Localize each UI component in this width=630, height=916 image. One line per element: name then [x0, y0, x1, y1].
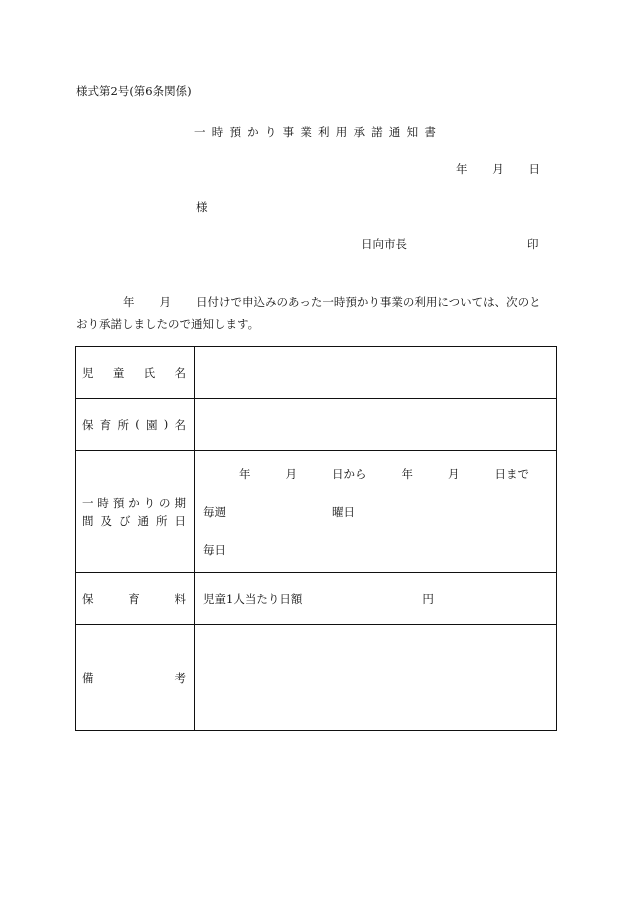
label-char: り [143, 495, 156, 510]
label-char: り [264, 125, 277, 139]
remarks-field[interactable] [195, 625, 557, 731]
period-daily [203, 542, 548, 558]
label-char: 通 [137, 513, 149, 528]
issue-date [456, 161, 540, 177]
label-char: 承 [353, 125, 365, 139]
child-name-label [76, 347, 195, 399]
period-weekly [203, 504, 548, 520]
nursery-name-label [76, 399, 195, 451]
table-row [76, 347, 557, 399]
label-char: 日 [174, 513, 186, 528]
label-char: 保 [82, 417, 94, 432]
body-text-line1: 日付けで申込みのあった一時預かり事業の利用については、次のと [196, 295, 541, 309]
label-char: か [128, 495, 140, 510]
label-char: の [159, 495, 171, 510]
label-char: 利 [318, 125, 330, 139]
label-char: 時 [211, 125, 224, 139]
label-char: 名 [174, 417, 186, 432]
label-char: 事 [282, 125, 295, 139]
label-char: 備 [82, 670, 94, 685]
issuer-name: 日向市長 [361, 237, 407, 251]
table-row [76, 573, 557, 625]
date-day-label: 日 [528, 162, 540, 176]
date-month-label: 月 [492, 162, 504, 176]
table-row [76, 625, 557, 731]
label-char: 所 [117, 417, 129, 432]
label-char: 名 [174, 365, 186, 380]
label-char: 一 [82, 495, 94, 510]
remarks-label [76, 625, 195, 731]
table-row [76, 451, 557, 573]
period-from-label: 日から [332, 467, 367, 481]
label-char: 保 [82, 591, 94, 606]
body-year-label: 年 [123, 295, 135, 309]
seal-mark: 印 [527, 237, 539, 251]
label-char: 用 [335, 125, 348, 139]
label-char: 預 [229, 125, 241, 139]
label-char: 育 [99, 417, 112, 432]
label-char: 所 [156, 513, 168, 528]
fee-text: 児童1人当たり日額 [203, 591, 303, 606]
fee-field[interactable] [195, 573, 557, 625]
label-char: 考 [174, 670, 186, 685]
label-char: ) [163, 416, 169, 431]
period-label [76, 451, 195, 573]
daily-label: 毎日 [203, 543, 226, 557]
period-month1-label: 月 [285, 467, 297, 481]
period-field[interactable] [195, 451, 557, 573]
body-text-line2: おり承諾しましたので通知します。 [76, 317, 260, 331]
label-char: ( [135, 416, 140, 431]
weekly-label: 毎週 [203, 505, 226, 519]
label-char: 書 [424, 125, 436, 139]
label-char: 期 [174, 495, 186, 510]
label-char: 間 [82, 513, 94, 528]
label-char: 園 [146, 417, 158, 432]
label-char: 及 [100, 513, 112, 528]
addressee-honorific: 様 [196, 200, 208, 214]
label-char: 時 [97, 495, 109, 510]
period-to-label: 日まで [494, 467, 529, 481]
label-char: 業 [300, 125, 312, 139]
label-char: 預 [112, 495, 125, 510]
label-char: 通 [388, 125, 401, 139]
label-char: 童 [112, 365, 125, 380]
label-char: び [119, 513, 131, 528]
notice-body [76, 291, 556, 335]
label-char: 諾 [371, 125, 383, 139]
period-month2-label: 月 [448, 467, 460, 481]
label-char: 知 [406, 125, 419, 139]
fee-label [76, 573, 195, 625]
label-char: 一 [194, 125, 206, 139]
child-name-field[interactable] [195, 347, 557, 399]
period-range [203, 466, 548, 482]
period-year2-label: 年 [401, 467, 413, 481]
table-row [76, 399, 557, 451]
period-year1-label: 年 [239, 467, 251, 481]
label-char: 児 [82, 365, 94, 380]
form-number-label: 様式第2号(第6条関係) [76, 84, 192, 98]
label-char: 育 [128, 591, 140, 606]
form-table [75, 346, 557, 731]
label-char: か [247, 125, 259, 139]
label-char: 氏 [143, 365, 156, 380]
label-char: 料 [174, 591, 186, 606]
weekday-suffix: 曜日 [332, 505, 355, 519]
fee-line [203, 591, 548, 607]
nursery-name-field[interactable] [195, 399, 557, 451]
fee-unit: 円 [422, 591, 434, 606]
document-title [194, 124, 436, 140]
date-year-label: 年 [456, 162, 468, 176]
body-month-label: 月 [159, 295, 171, 309]
